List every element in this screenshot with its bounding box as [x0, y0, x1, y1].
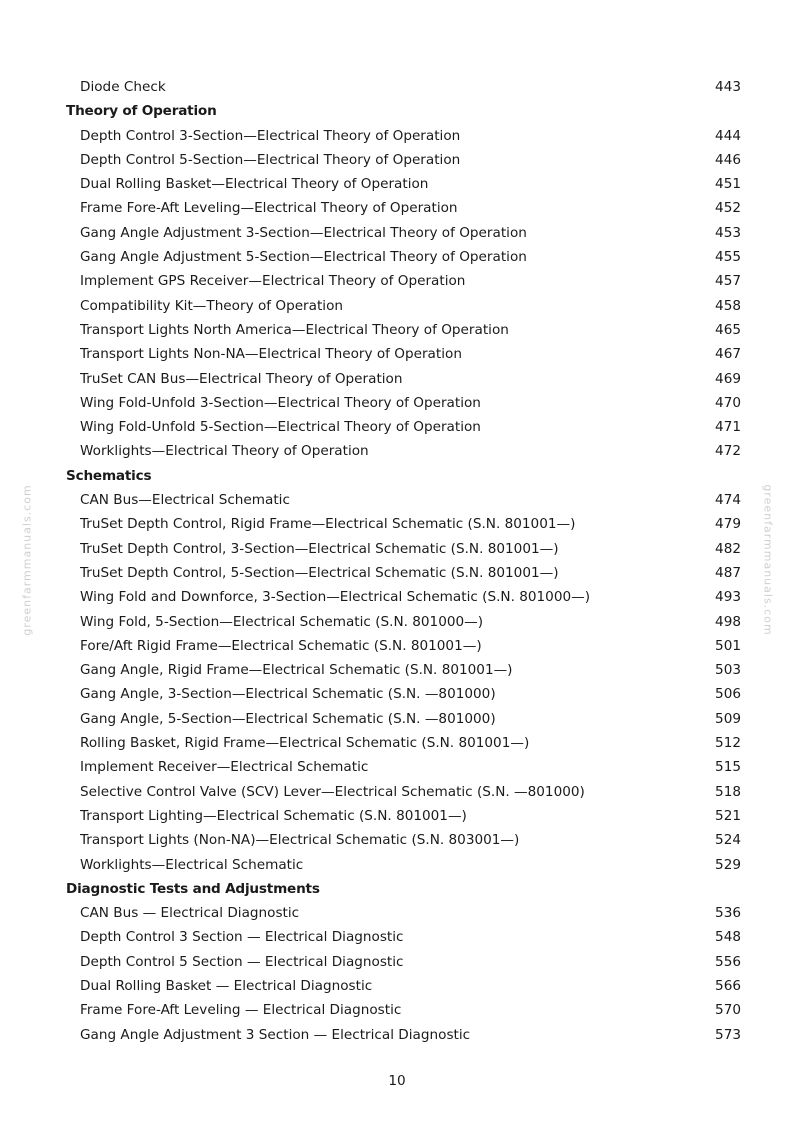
toc-entry-title: Wing Fold and Downforce, 3-Section—Electrical Schematic (S.N. 801000—)	[80, 589, 591, 606]
toc-entry[interactable]	[0, 610, 794, 634]
toc-entry[interactable]	[0, 585, 794, 609]
toc-entry[interactable]	[0, 950, 794, 974]
toc-entry[interactable]	[0, 342, 794, 366]
toc-entry-title: Gang Angle, Rigid Frame—Electrical Schematic (S.N. 801001—)	[80, 662, 513, 679]
toc-entry[interactable]	[0, 124, 794, 148]
toc-entry[interactable]	[0, 828, 794, 852]
toc-entry-page: 521	[715, 807, 741, 824]
toc-entry-page: 479	[715, 516, 741, 533]
toc-entry-title: Wing Fold-Unfold 3-Section—Electrical Theory of Operation	[80, 394, 481, 411]
toc-section-heading	[0, 877, 794, 901]
toc-entry-page: 515	[715, 759, 741, 776]
toc-entry-title: Worklights—Electrical Schematic	[80, 856, 304, 873]
toc-entry-page: 493	[715, 589, 741, 606]
toc-entry[interactable]	[0, 269, 794, 293]
toc-entry[interactable]	[0, 245, 794, 269]
toc-entry[interactable]	[0, 561, 794, 585]
toc-entry[interactable]	[0, 755, 794, 779]
toc-entry-page: 518	[715, 783, 741, 800]
toc-entry-page: 529	[715, 856, 741, 873]
toc-entry-page: 471	[715, 419, 741, 436]
toc-entry[interactable]	[0, 998, 794, 1022]
toc-entry-title: Diode Check	[80, 79, 166, 95]
section-heading-title: Diagnostic Tests and Adjustments	[66, 880, 320, 897]
toc-entry-page: 443	[715, 79, 741, 95]
toc-entry-page: 452	[715, 200, 741, 217]
toc-entry-title: Transport Lights (Non-NA)—Electrical Schematic (S.N. 803001—)	[80, 832, 520, 849]
toc-entry-title: CAN Bus — Electrical Diagnostic	[80, 905, 300, 922]
toc-entry[interactable]	[0, 391, 794, 415]
toc-entry-page: 458	[715, 297, 741, 314]
toc-entry-title: TruSet Depth Control, Rigid Frame—Electrical Schematic (S.N. 801001—)	[80, 516, 576, 533]
toc-entry-title: Rolling Basket, Rigid Frame—Electrical Schematic (S.N. 801001—)	[80, 735, 530, 752]
toc-entry[interactable]	[0, 148, 794, 172]
toc-entry-title: Transport Lights North America—Electrical Theory of Operation	[80, 321, 509, 338]
toc-entry-page: 482	[715, 540, 741, 557]
toc-entry[interactable]	[0, 318, 794, 342]
toc-entry-title: Worklights—Electrical Theory of Operation	[80, 443, 369, 460]
toc-entry-page: 556	[715, 953, 741, 970]
toc-entry-page: 470	[715, 394, 741, 411]
toc-entry[interactable]	[0, 974, 794, 998]
toc-entry-title: Wing Fold-Unfold 5-Section—Electrical Theory of Operation	[80, 419, 481, 436]
toc-entry-title: Depth Control 5-Section—Electrical Theory of Operation	[80, 151, 461, 168]
toc-entry-title: CAN Bus—Electrical Schematic	[80, 492, 290, 509]
toc-entry-title: Depth Control 3 Section — Electrical Diagnostic	[80, 929, 404, 946]
toc-entry[interactable]	[0, 804, 794, 828]
page-number: 10	[388, 1073, 406, 1089]
toc-entry[interactable]	[0, 221, 794, 245]
watermark-left: greenfarmmanuals.com	[20, 484, 34, 636]
toc-entry-page: 566	[715, 977, 741, 994]
toc-entry-title: Dual Rolling Basket—Electrical Theory of Operation	[80, 176, 429, 193]
toc-entry[interactable]	[0, 367, 794, 391]
section-heading-title: Schematics	[66, 467, 152, 484]
toc-entry-title: Frame Fore-Aft Leveling—Electrical Theory of Operation	[80, 200, 458, 217]
toc-entry-title: Fore/Aft Rigid Frame—Electrical Schematic (S.N. 801001—)	[80, 637, 482, 654]
toc-entry[interactable]	[0, 1023, 794, 1047]
toc-entry-page: 469	[715, 370, 741, 387]
toc-entry[interactable]	[0, 488, 794, 512]
toc-entry[interactable]	[0, 512, 794, 536]
toc-entry-title: Transport Lights Non-NA—Electrical Theory of Operation	[80, 346, 462, 363]
toc-entry-title: Gang Angle Adjustment 3-Section—Electrical Theory of Operation	[80, 224, 527, 241]
toc-entry-title: Implement Receiver—Electrical Schematic	[80, 759, 369, 776]
toc-entry-page: 506	[715, 686, 741, 703]
toc-entry[interactable]	[0, 707, 794, 731]
toc-entry-title: TruSet CAN Bus—Electrical Theory of Operation	[80, 370, 403, 387]
table-of-contents	[0, 75, 794, 1047]
toc-entry-page: 453	[715, 224, 741, 241]
toc-entry-page: 457	[715, 273, 741, 290]
toc-entry-page: 573	[715, 1026, 741, 1043]
toc-entry[interactable]	[0, 901, 794, 925]
toc-entry-title: Implement GPS Receiver—Electrical Theory of Operation	[80, 273, 466, 290]
toc-entry-title: Dual Rolling Basket — Electrical Diagnostic	[80, 977, 373, 994]
toc-entry-page: 498	[715, 613, 741, 630]
toc-entry[interactable]	[0, 415, 794, 439]
section-heading-title: Theory of Operation	[66, 103, 217, 120]
toc-entry-title: Gang Angle Adjustment 5-Section—Electrical Theory of Operation	[80, 249, 527, 266]
toc-entry[interactable]	[0, 439, 794, 463]
toc-entry-page: 465	[715, 321, 741, 338]
toc-entry-title: TruSet Depth Control, 5-Section—Electrical Schematic (S.N. 801001—)	[80, 564, 559, 581]
toc-entry-title: Depth Control 5 Section — Electrical Diagnostic	[80, 953, 404, 970]
toc-entry[interactable]	[0, 731, 794, 755]
toc-entry-page: 446	[715, 151, 741, 168]
toc-entry-title: Gang Angle Adjustment 3 Section — Electrical Diagnostic	[80, 1026, 471, 1043]
toc-entry-title: TruSet Depth Control, 3-Section—Electrical Schematic (S.N. 801001—)	[80, 540, 559, 557]
toc-entry-page: 474	[715, 492, 741, 509]
toc-entry[interactable]	[0, 196, 794, 220]
toc-entry-page: 570	[715, 1002, 741, 1019]
toc-entry-title: Selective Control Valve (SCV) Lever—Electrical Schematic (S.N. —801000)	[80, 783, 585, 800]
toc-entry-page: 548	[715, 929, 741, 946]
toc-entry[interactable]	[0, 294, 794, 318]
toc-entry-title: Transport Lighting—Electrical Schematic (S.N. 801001—)	[80, 807, 467, 824]
toc-entry-title: Depth Control 3-Section—Electrical Theory of Operation	[80, 127, 461, 144]
toc-entry-title: Gang Angle, 5-Section—Electrical Schematic (S.N. —801000)	[80, 710, 496, 727]
toc-entry[interactable]	[0, 682, 794, 706]
toc-entry[interactable]	[0, 634, 794, 658]
toc-entry-title: Gang Angle, 3-Section—Electrical Schematic (S.N. —801000)	[80, 686, 496, 703]
toc-entry-page: 509	[715, 710, 741, 727]
toc-entry-page: 444	[715, 127, 741, 144]
toc-entry-page: 503	[715, 662, 741, 679]
toc-entry[interactable]	[0, 925, 794, 949]
toc-entry-page: 487	[715, 564, 741, 581]
toc-section-heading	[0, 99, 794, 123]
toc-section-heading	[0, 464, 794, 488]
toc-entry-page: 472	[715, 443, 741, 460]
toc-entry-page: 467	[715, 346, 741, 363]
toc-entry-page: 451	[715, 176, 741, 193]
toc-entry[interactable]	[0, 780, 794, 804]
toc-entry-page: 536	[715, 905, 741, 922]
toc-entry[interactable]	[0, 537, 794, 561]
toc-entry[interactable]	[0, 172, 794, 196]
toc-entry[interactable]	[0, 853, 794, 877]
toc-entry-title: Frame Fore-Aft Leveling — Electrical Diagnostic	[80, 1002, 402, 1019]
watermark-right: greenfarmmanuals.com	[761, 484, 775, 636]
toc-entry-page: 455	[715, 249, 741, 266]
toc-entry[interactable]	[0, 75, 794, 99]
toc-entry-page: 512	[715, 735, 741, 752]
toc-entry-title: Wing Fold, 5-Section—Electrical Schematic (S.N. 801000—)	[80, 613, 484, 630]
toc-entry-page: 501	[715, 637, 741, 654]
toc-entry-title: Compatibility Kit—Theory of Operation	[80, 297, 344, 314]
toc-entry-page: 524	[715, 832, 741, 849]
toc-entry[interactable]	[0, 658, 794, 682]
